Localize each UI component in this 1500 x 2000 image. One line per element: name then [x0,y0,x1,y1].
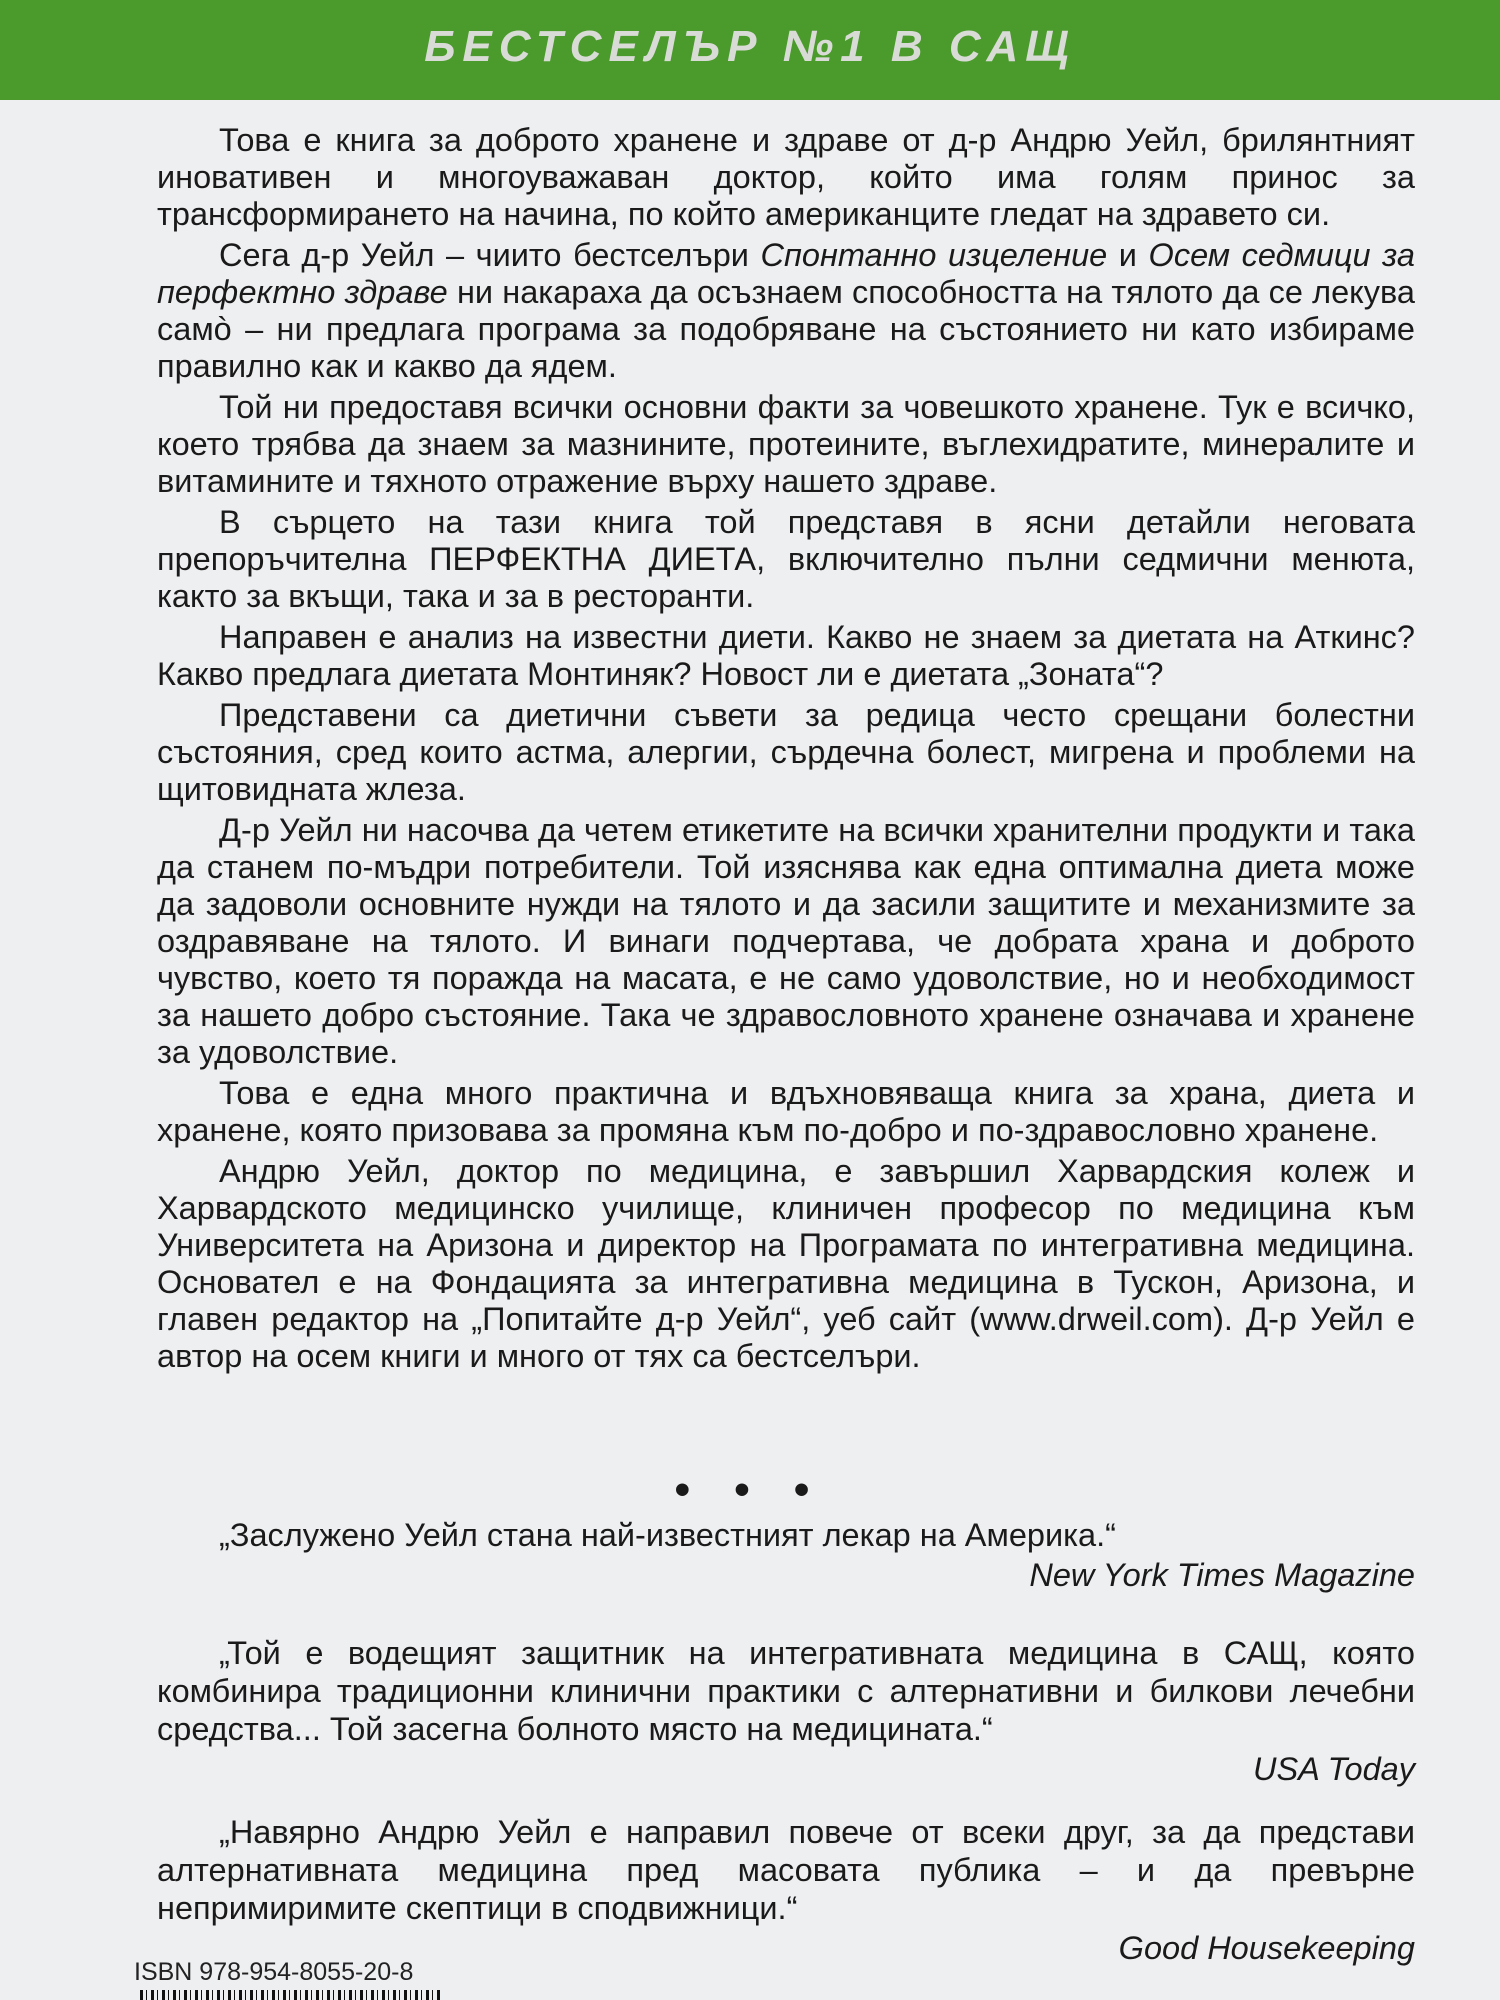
quote-nyt [157,1516,1415,1594]
paragraph-practical-book: Това е една много практична и вдъхновяваща книга за храна, диета и хранене, която призовава за промяна към по-добро и по-здравословно хранене. [157,1075,1415,1148]
barcode [140,1990,440,2000]
paragraph-labels: Д-р Уейл ни насочва да четем етикетите на всички хранителни продукти и така да станем по-мъдри потребители. Той изяснява как една оптимална диета може да задоволи основните нужди на тялото и да засили защитите и механизмите за оздравяване на тялото. И винаги подчертава, че добрата храна и доброто чувство, което тя поражда на масата, е не само удоволствие, но и необходимост за нашето добро състояние. Така че здравословното хранене означава и хранене за удоволствие. [157,812,1415,1070]
quote-source: New York Times Magazine [1029,1557,1415,1593]
banner-title: БЕСТСЕЛЪР №1 В САЩ [424,22,1076,71]
book-title-spontaneous-healing: Спонтанно изцеление [760,237,1108,273]
quote-text: „Заслужено Уейл стана най-известният лекар на Америка.“ [219,1517,1116,1553]
paragraph-perfect-diet: В сърцето на тази книга той представя в ясни детайли неговата препоръчителна ПЕРФЕКТНА ДИЕТА, включително пълни седмични менюта, както за вкъщи, така и за в ресторанти. [157,504,1415,614]
quote-source: USA Today [1253,1751,1415,1787]
section-separator: • • • [674,1465,826,1514]
paragraph-nutrition-facts: Той ни предоставя всички основни факти за човешкото хранене. Тук е всичко, което трябва да знаем за мазнините, протеините, въглехидратите, минералите и витамините и тяхното отражение върху нашето здраве. [157,389,1415,499]
top-banner [0,0,1500,100]
paragraph-author-bio: Андрю Уейл, доктор по медицина, е завършил Харвардския колеж и Харвардското медицинско училище, клиничен професор по медицина към Университета на Аризона и директор на Програмата по интегративна медицина. Основател е на Фондацията за интегративна медицина в Тускон, Аризона, и главен редактор на „Попитайте д-р Уейл“, уеб сайт (www.drweil.com). Д-р Уейл е автор на осем книги и много от тях са бестселъри. [157,1153,1415,1374]
blurb-body [157,122,1415,1379]
paragraph-bestsellers [157,237,1415,385]
paragraph-dietary-advice: Представени са диетични съвети за редица често срещани болестни състояния, сред които астма, алергии, сърдечна болест, мигрена и проблеми на щитовидната жлеза. [157,697,1415,807]
quote-source: Good Housekeeping [1118,1930,1415,1966]
quote-usa-today [157,1634,1415,1788]
paragraph-diet-analysis: Направен е анализ на известни диети. Какво не знаем за диетата на Аткинс? Какво предлага диетата Монтиняк? Новост ли е диетата „Зоната“? [157,619,1415,692]
paragraph-intro: Това е книга за доброто хранене и здраве от д-р Андрю Уейл, брилянтният иновативен и многоуважаван доктор, който има голям принос за трансформирането на начина, по който американците гледат на здравето си. [157,122,1415,232]
quote-text: „Навярно Андрю Уейл е направил повече от всеки друг, за да представи алтернативната медицина пред масовата публика – и да превърне непримиримите скептици в сподвижници.“ [157,1814,1415,1926]
paragraph-bestsellers-end: ни накараха да осъзнаем способността на тялото да се лекува самò – ни предлага програма за подобряване на състоянието ни като избираме правилно как и какво да ядем. [157,274,1415,384]
paragraph-bestsellers-and: и [1107,237,1149,273]
quote-good-housekeeping [157,1813,1415,1967]
book-title-eight-weeks: Осем седмици за перфектно здраве [157,237,1415,310]
paragraph-bestsellers-start: Сега д-р Уейл – чиито бестселъри [219,237,761,273]
quote-text: „Той е водещият защитник на интегративната медицина в САЩ, която комбинира традиционни клинични практики с алтернативни и билкови лечебни средства... Той засегна болното място на медицината.“ [157,1635,1415,1747]
isbn-number: ISBN 978-954-8055-20-8 [134,1958,414,1986]
